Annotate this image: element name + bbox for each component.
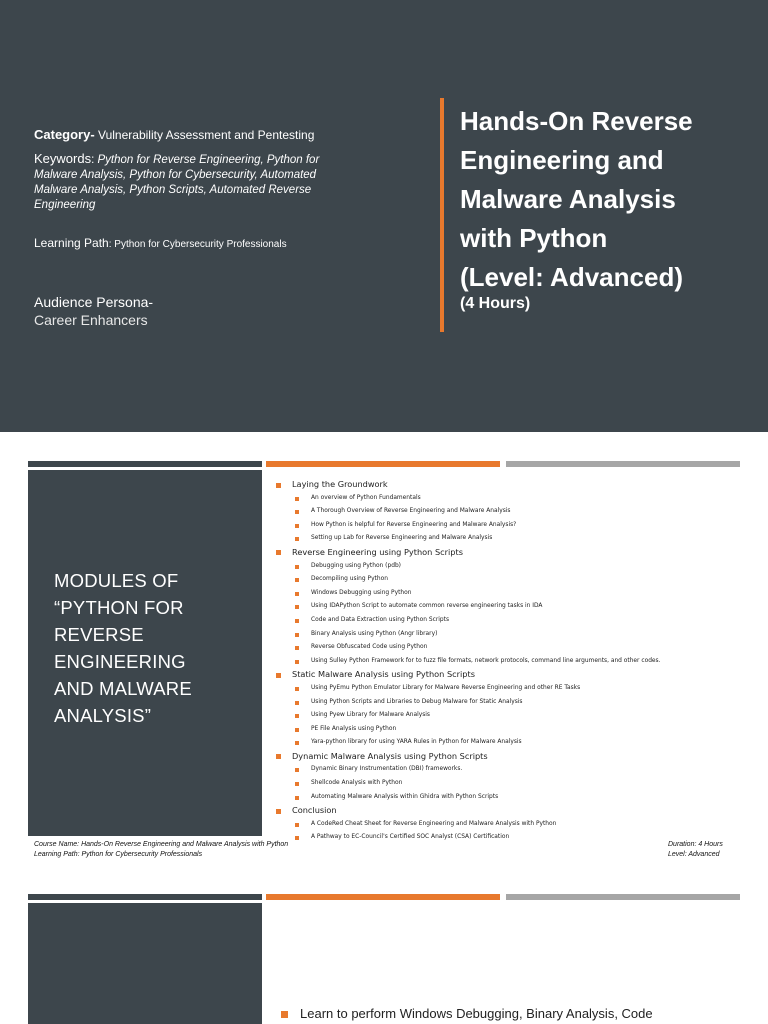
bullet-icon — [295, 537, 299, 541]
module-item-text: Windows Debugging using Python — [311, 589, 412, 596]
modules-heading-line: REVERSE — [54, 624, 144, 645]
bullet-icon — [295, 823, 299, 827]
bullet-icon — [281, 1011, 288, 1018]
module-item — [276, 709, 746, 723]
module-section — [276, 478, 746, 492]
course-title-line: with Python — [460, 223, 608, 253]
audience-value: Career Enhancers — [34, 312, 148, 328]
module-item-text: Using Python Scripts and Libraries to Debug Malware for Static Analysis — [311, 698, 523, 705]
module-item — [276, 587, 746, 601]
module-item-text: Using Pyew Library for Malware Analysis — [311, 712, 430, 719]
bullet-icon — [295, 687, 299, 691]
module-item-text: Using Sulley Python Framework for to fuzz file formats, network protocols, command line arguments, and other codes. — [311, 657, 661, 664]
module-item — [276, 600, 746, 614]
module-item — [276, 696, 746, 710]
module-item-text: Debugging using Python (pdb) — [311, 562, 401, 569]
module-item-text: Automating Malware Analysis within Ghidra with Python Scripts — [311, 793, 499, 800]
bullet-icon — [295, 768, 299, 772]
bullet-icon — [276, 673, 281, 678]
module-item — [276, 736, 746, 750]
objective-text: Learn to perform Windows Debugging, Binary Analysis, Code — [300, 1006, 653, 1021]
learning-path-separator: : — [108, 239, 115, 250]
module-section-title: Dynamic Malware Analysis using Python Scripts — [292, 750, 488, 761]
category-label: Category- — [34, 127, 95, 142]
module-item — [276, 505, 746, 519]
top-bar-orange — [266, 894, 500, 900]
module-item — [276, 682, 746, 696]
module-section-title: Static Malware Analysis using Python Scripts — [292, 669, 475, 680]
bullet-icon — [276, 754, 281, 759]
module-section — [276, 546, 746, 560]
top-bar-dark — [28, 461, 262, 467]
bullet-icon — [295, 714, 299, 718]
module-item — [276, 532, 746, 546]
learning-path-label: Learning Path — [34, 236, 109, 250]
bullet-icon — [295, 619, 299, 623]
course-title — [460, 102, 760, 297]
bullet-icon — [295, 646, 299, 650]
modules-heading-line: AND MALWARE — [54, 678, 192, 699]
course-title-line: Hands-On Reverse — [460, 106, 693, 136]
module-item-text: Dynamic Binary Instrumentation (DBI) frameworks. — [311, 766, 463, 773]
module-item-text: A CodeRed Cheat Sheet for Reverse Engineering and Malware Analysis with Python — [311, 820, 557, 827]
footer-duration-info — [668, 840, 723, 860]
module-item-text: Setting up Lab for Reverse Engineering and Malware Analysis — [311, 535, 493, 542]
keywords-block — [34, 151, 344, 213]
bullet-icon — [295, 741, 299, 745]
bullet-icon — [295, 660, 299, 664]
bullet-icon — [295, 497, 299, 501]
bullet-icon — [295, 633, 299, 637]
module-item — [276, 560, 746, 574]
audience-label: Audience Persona- — [34, 294, 154, 310]
module-section — [276, 750, 746, 764]
footer-duration: Duration: 4 Hours — [668, 841, 723, 848]
modules-heading-line: “PYTHON FOR — [54, 597, 184, 618]
module-item — [276, 519, 746, 533]
module-item — [276, 723, 746, 737]
category-value: Vulnerability Assessment and Pentesting — [94, 128, 315, 142]
title-divider — [440, 98, 444, 332]
module-section-title: Conclusion — [292, 805, 337, 816]
footer-learning-path: Learning Path: Python for Cybersecurity Professionals — [34, 851, 203, 858]
modules-heading — [54, 567, 254, 729]
bullet-icon — [276, 809, 281, 814]
keywords-label: Keywords — [34, 151, 92, 166]
bullet-icon — [276, 550, 281, 555]
module-item — [276, 573, 746, 587]
module-item — [276, 492, 746, 506]
module-section-title: Laying the Groundwork — [292, 479, 388, 489]
learning-path-line — [34, 236, 287, 250]
category-line — [34, 127, 314, 142]
module-item — [276, 818, 746, 832]
modules-outline — [276, 478, 746, 845]
module-section — [276, 804, 746, 818]
bullet-icon — [295, 728, 299, 732]
top-bar-dark — [28, 894, 262, 900]
bullet-icon — [295, 510, 299, 514]
course-title-line: Engineering and — [460, 145, 664, 175]
module-item — [276, 777, 746, 791]
module-item — [276, 763, 746, 777]
module-item — [276, 791, 746, 805]
learning-path-value: Python for Cybersecurity Professionals — [114, 239, 287, 250]
footer-course-info — [34, 840, 288, 860]
footer-course-name: Course Name: Hands-On Reverse Engineering and Malware Analysis with Python — [34, 841, 289, 848]
module-item-text: Decompiling using Python — [311, 576, 388, 583]
modules-heading-line: ENGINEERING — [54, 651, 186, 672]
module-item — [276, 628, 746, 642]
bullet-icon — [295, 605, 299, 609]
module-item-text: Yara-python library for using YARA Rules in Python for Malware Analysis — [311, 739, 522, 746]
bullet-icon — [295, 836, 299, 840]
module-item-text: Binary Analysis using Python (Angr library) — [311, 630, 438, 637]
module-section-title: Reverse Engineering using Python Scripts — [292, 546, 463, 557]
modules-heading-line: ANALYSIS” — [54, 705, 152, 726]
bullet-icon — [295, 796, 299, 800]
course-duration: (4 Hours) — [460, 295, 531, 312]
bullet-icon — [295, 782, 299, 786]
bullet-icon — [295, 592, 299, 596]
module-item-text: How Python is helpful for Reverse Engineering and Malware Analysis? — [311, 521, 517, 528]
top-bar-gray — [506, 894, 740, 900]
module-item — [276, 614, 746, 628]
module-item-text: Shellcode Analysis with Python — [311, 780, 403, 787]
module-item-text: A Pathway to EC-Council's Certified SOC Analyst (CSA) Certification — [311, 834, 510, 841]
course-title-line: Malware Analysis — [460, 184, 676, 214]
title-slide — [0, 0, 768, 432]
module-item-text: Code and Data Extraction using Python Scripts — [311, 616, 450, 623]
module-section — [276, 668, 746, 682]
footer-level: Level: Advanced — [668, 851, 720, 858]
bullet-icon — [295, 578, 299, 582]
module-item-text: Using IDAPython Script to automate common reverse engineering tasks in IDA — [311, 603, 543, 610]
module-item-text: PE File Analysis using Python — [311, 725, 397, 732]
module-item — [276, 641, 746, 655]
top-bar-gray — [506, 461, 740, 467]
module-item-text: A Thorough Overview of Reverse Engineering and Malware Analysis — [311, 508, 511, 515]
side-panel — [28, 903, 262, 1024]
module-item-text: Using PyEmu Python Emulator Library for Malware Reverse Engineering and other RE Tasks — [311, 684, 581, 691]
bullet-icon — [295, 524, 299, 528]
module-item-text: An overview of Python Fundamentals — [311, 494, 421, 501]
bullet-icon — [295, 701, 299, 705]
bullet-icon — [276, 483, 281, 488]
keywords-value: Python for Reverse Engineering, Python for Malware Analysis, Python for Cybersecurity, Automated Malware Analysis, Python Scripts, Automated Reverse Engineering — [34, 154, 320, 211]
keywords-separator: : — [91, 154, 98, 166]
course-title-line: (Level: Advanced) — [460, 262, 683, 292]
bullet-icon — [295, 565, 299, 569]
module-item — [276, 655, 746, 669]
module-item-text: Reverse Obfuscated Code using Python — [311, 644, 428, 651]
modules-heading-line: MODULES OF — [54, 570, 179, 591]
top-bar-orange — [266, 461, 500, 467]
